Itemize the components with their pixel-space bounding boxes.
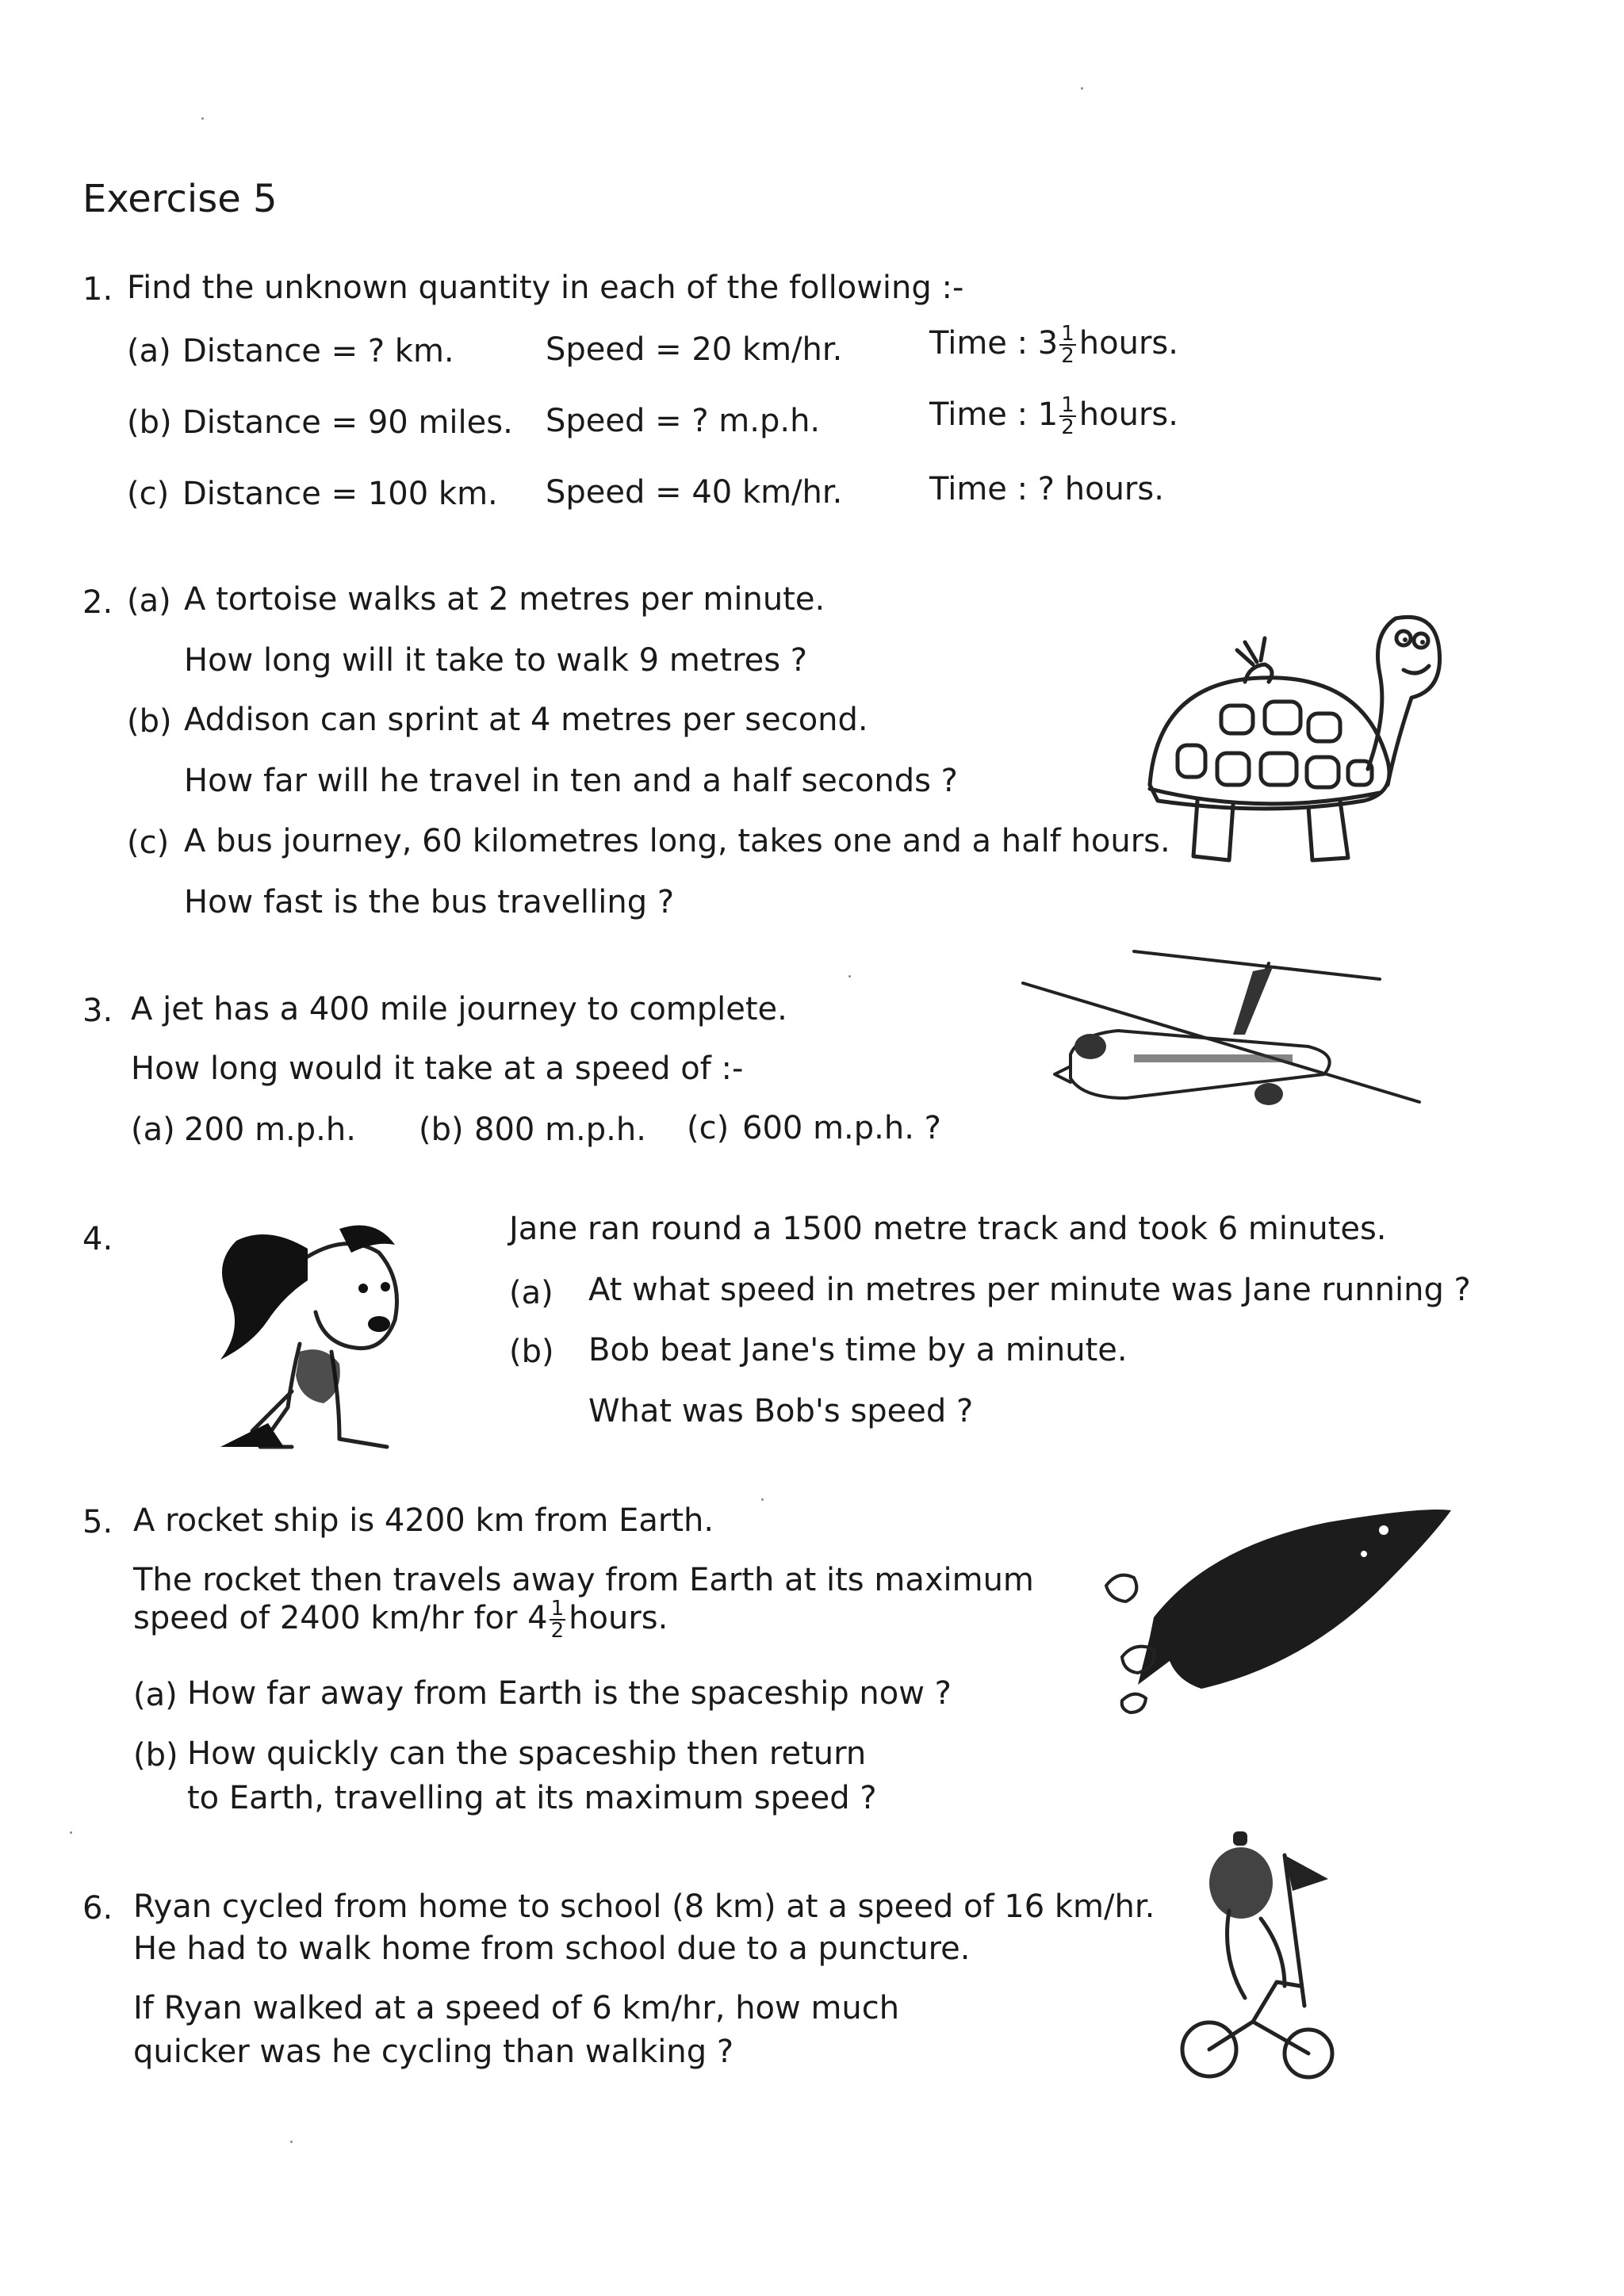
q6-line4: quicker was he cycling than walking ? xyxy=(133,2034,734,2070)
fraction: $\frac{1}{2}$ xyxy=(550,1597,565,1643)
q5b-line1: How quickly can the spaceship then return xyxy=(187,1735,867,1772)
q2a-label: (a) xyxy=(127,583,171,619)
q1a-distance: Distance = ? km. xyxy=(182,333,454,369)
fraction: $\frac{1}{2}$ xyxy=(1061,322,1074,368)
q4b-line1: Bob beat Jane's time by a minute. xyxy=(588,1332,1128,1368)
q1b-label: (b) xyxy=(127,404,172,441)
q2c-line2: How fast is the bus travelling ? xyxy=(184,884,675,920)
scan-speck xyxy=(761,1498,764,1501)
q1b-distance: Distance = 90 miles. xyxy=(182,404,513,441)
q3c-label: (c) xyxy=(687,1110,730,1146)
q1-number: 1. xyxy=(82,271,113,308)
q4-line1: Jane ran round a 1500 metre track and took 6 minutes. xyxy=(509,1211,1387,1247)
fraction: $\frac{1}{2}$ xyxy=(1061,393,1074,439)
jet-illustration xyxy=(1007,936,1435,1126)
q1c-time: Time : ? hours. xyxy=(929,471,1164,507)
q2b-line1: Addison can sprint at 4 metres per second. xyxy=(184,702,868,738)
q1-text: Find the unknown quantity in each of the following :- xyxy=(127,270,964,306)
scan-speck xyxy=(70,1831,72,1834)
q4a-label: (a) xyxy=(509,1275,553,1311)
q5-number: 5. xyxy=(82,1504,113,1540)
page-title: Exercise 5 xyxy=(82,177,278,221)
q2b-line2: How far will he travel in ten and a half seconds ? xyxy=(184,763,958,799)
q1a-time: Time : 3 $\frac{1}{2}$ hours. xyxy=(929,322,1178,368)
q3b-value: 800 m.p.h. xyxy=(474,1112,646,1148)
q4b-label: (b) xyxy=(509,1334,554,1370)
q1c-label: (c) xyxy=(127,476,170,512)
q5-line3: speed of 2400 km/hr for 4 $\frac{1}{2}$ hours. xyxy=(133,1597,668,1643)
q5-line2: The rocket then travels away from Earth at its maximum xyxy=(133,1562,1034,1598)
q1c-distance: Distance = 100 km. xyxy=(182,476,498,512)
q1c-speed: Speed = 40 km/hr. xyxy=(546,474,843,511)
q2-number: 2. xyxy=(82,584,113,621)
q3b-label: (b) xyxy=(419,1112,464,1148)
q6-number: 6. xyxy=(82,1890,113,1927)
q1b-time: Time : 1 $\frac{1}{2}$ hours. xyxy=(929,393,1178,439)
q6-line1: Ryan cycled from home to school (8 km) at a speed of 16 km/hr. xyxy=(133,1888,1155,1925)
q5b-label: (b) xyxy=(133,1737,178,1774)
q4-number: 4. xyxy=(82,1221,113,1257)
q3a-label: (a) xyxy=(131,1112,175,1148)
q2a-line2: How long will it take to walk 9 metres ? xyxy=(184,642,808,679)
scan-speck xyxy=(848,975,851,978)
q1b-speed: Speed = ? m.p.h. xyxy=(546,403,821,439)
scan-speck xyxy=(1081,87,1083,90)
q3c-value: 600 m.p.h. ? xyxy=(742,1110,941,1146)
q2c-label: (c) xyxy=(127,825,170,861)
q5b-line2: to Earth, travelling at its maximum speed ? xyxy=(187,1780,877,1816)
q1a-label: (a) xyxy=(127,333,171,369)
q3a-value: 200 m.p.h. xyxy=(184,1112,356,1148)
q5a-text: How far away from Earth is the spaceship now ? xyxy=(187,1675,952,1712)
q4a-text: At what speed in metres per minute was Jane running ? xyxy=(588,1272,1471,1308)
q3-line2: How long would it take at a speed of :- xyxy=(131,1050,744,1087)
q3-line1: A jet has a 400 mile journey to complete. xyxy=(131,991,787,1027)
q6-line3: If Ryan walked at a speed of 6 km/hr, how much xyxy=(133,1990,900,2026)
scan-speck xyxy=(201,117,204,120)
rocket-illustration xyxy=(1090,1498,1455,1728)
q5-line1: A rocket ship is 4200 km from Earth. xyxy=(133,1502,714,1539)
q2a-line1: A tortoise walks at 2 metres per minute. xyxy=(184,581,825,618)
q3-number: 3. xyxy=(82,993,113,1029)
q4b-line2: What was Bob's speed ? xyxy=(588,1393,974,1429)
q1a-speed: Speed = 20 km/hr. xyxy=(546,331,843,368)
q2c-line1: A bus journey, 60 kilometres long, takes one and a half hours. xyxy=(184,823,1170,859)
scan-speck xyxy=(290,2141,293,2143)
q6-line2: He had to walk home from school due to a puncture. xyxy=(133,1931,971,1967)
q5a-label: (a) xyxy=(133,1677,178,1713)
tortoise-illustration xyxy=(1126,603,1443,872)
runner-illustration xyxy=(205,1209,442,1471)
cyclist-illustration xyxy=(1166,1823,1388,2093)
q2b-label: (b) xyxy=(127,703,172,740)
